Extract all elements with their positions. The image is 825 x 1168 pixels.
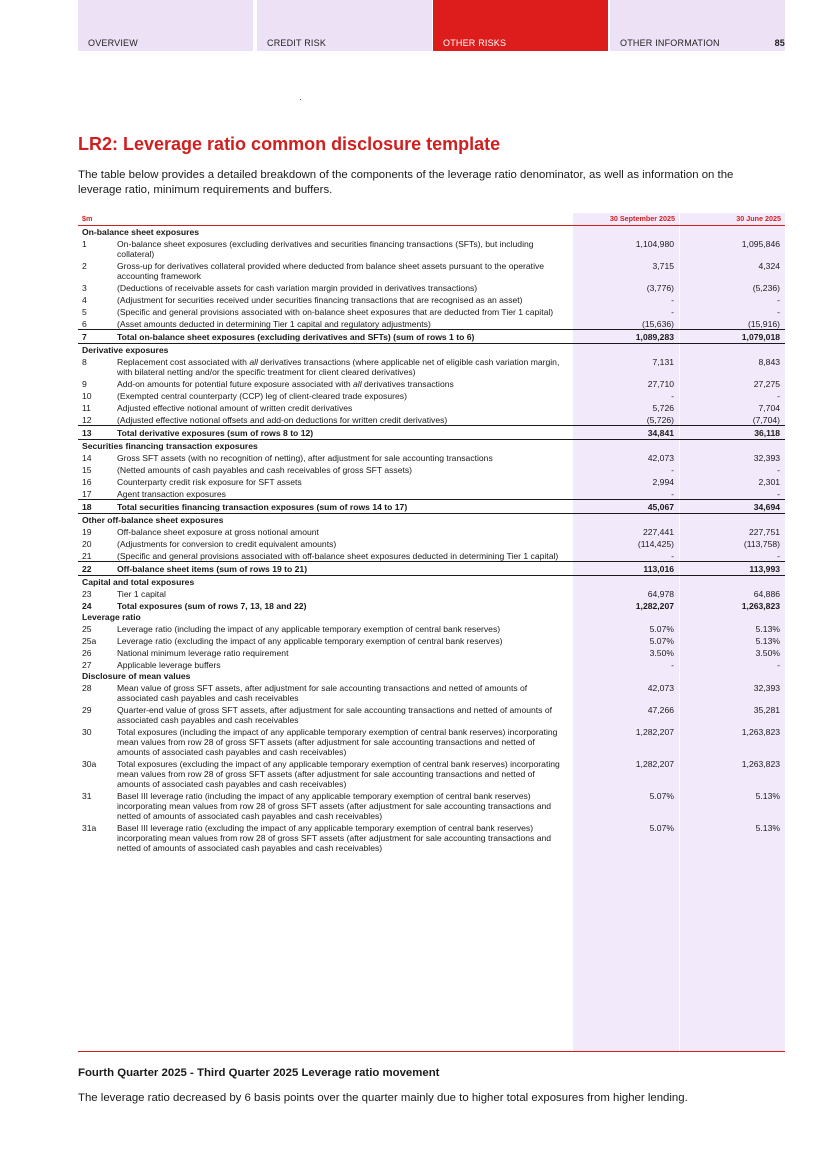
row-description: Leverage ratio (including the impact of any applicable temporary exemption of central bank reserves): [117, 623, 501, 634]
value-jun-2025: 27,275: [753, 378, 781, 389]
value-sep-2025: 5.07%: [649, 822, 675, 833]
row-description: Adjusted effective notional amount of written credit derivatives: [117, 402, 353, 413]
table-header-row: [78, 213, 785, 226]
row-description: Total exposures (sum of rows 7, 13, 18 and 22): [117, 600, 307, 611]
value-sep-2025: 34,841: [573, 426, 679, 440]
row-ref: 30a: [82, 758, 97, 769]
value-jun-2025: 227,751: [748, 526, 781, 537]
row-description: Gross SFT assets (with no recognition of netting), after adjustment for sale accounting transactions: [117, 452, 493, 463]
table-body: [78, 226, 785, 855]
value-jun-2025: 35,281: [753, 704, 781, 715]
value-sep-2025: -: [671, 294, 675, 305]
value-sep-2025: -: [671, 306, 675, 317]
value-sep-2025: 2,994: [652, 476, 675, 487]
row-ref: 27: [82, 659, 92, 670]
row-ref: 11: [82, 402, 91, 413]
value-sep-2025: 64,978: [647, 588, 675, 599]
row-ref: 1: [82, 238, 87, 249]
value-sep-2025: 3.50%: [649, 647, 675, 658]
table-row: [78, 317, 785, 330]
table-row: [78, 475, 785, 487]
row-ref: 17: [82, 488, 92, 499]
row-description: Off-balance sheet exposure at gross notional amount: [117, 526, 319, 537]
value-jun-2025: (15,916): [748, 318, 781, 329]
page-title: LR2: Leverage ratio common disclosure template: [78, 134, 501, 154]
section-title: On-balance sheet exposures: [82, 227, 200, 237]
section-title: Other off-balance sheet exposures: [82, 515, 224, 525]
value-sep-2025: (5,726): [646, 414, 675, 425]
row-ref: 26: [82, 647, 92, 658]
row-description: (Deductions of receivable assets for cash variation margin provided in derivatives transactions): [117, 282, 478, 293]
table-row: [78, 703, 785, 725]
row-description: (Adjustment for securities received under securities financing transactions that are recognised as an asset): [117, 294, 523, 305]
section-title: Leverage ratio: [82, 612, 141, 622]
table-row: [78, 293, 785, 305]
row-ref: 30: [82, 726, 92, 737]
row-description: (Netted amounts of cash payables and cash receivables of gross SFT assets): [117, 464, 413, 475]
row-ref: 23: [82, 588, 92, 599]
table-row: [78, 658, 785, 670]
value-jun-2025: -: [777, 390, 781, 401]
value-sep-2025: 1,282,207: [635, 758, 675, 769]
row-ref: 4: [82, 294, 87, 305]
row-description: (Specific and general provisions associated with off-balance sheet exposures deducted in determining Tier 1 capital): [117, 550, 559, 561]
value-sep-2025: -: [671, 464, 675, 475]
total-row: [78, 562, 785, 576]
row-ref: 14: [82, 452, 92, 463]
value-jun-2025: 5.13%: [755, 623, 781, 634]
table-row: [78, 401, 785, 413]
row-ref: 16: [82, 476, 92, 487]
section-header-row: [78, 226, 785, 238]
table-row: [78, 757, 785, 789]
table-row: [78, 413, 785, 426]
table-row: [78, 305, 785, 317]
value-jun-2025: 64,886: [753, 588, 781, 599]
row-ref: 20: [82, 538, 92, 549]
row-description: Replacement cost associated with all derivatives transactions (where applicable net of eligible cash variation margin, with bilateral netting and/or the specific treatment for client cleared derivatives): [117, 356, 560, 377]
leverage-ratio-table: [78, 213, 785, 855]
value-jun-2025: 7,704: [758, 402, 781, 413]
row-ref: 2: [82, 260, 87, 271]
tab-credit-risk[interactable]: [257, 0, 432, 51]
table-row: [78, 634, 785, 646]
row-description: (Asset amounts deducted in determining Tier 1 capital and regulatory adjustments): [117, 318, 431, 329]
row-ref: 25a: [82, 635, 97, 646]
table-row: [78, 487, 785, 500]
tab-other-risks[interactable]: [433, 0, 608, 51]
value-jun-2025: (113,758): [743, 538, 781, 549]
value-sep-2025: 5.07%: [649, 623, 675, 634]
value-jun-2025: 1,095,846: [741, 238, 781, 249]
value-jun-2025: 1,079,018: [679, 330, 785, 344]
row-ref: 8: [82, 356, 87, 367]
table-bottom-rule: [78, 1051, 785, 1052]
row-ref: 29: [82, 704, 92, 715]
value-jun-2025: 34,694: [679, 500, 785, 514]
row-ref: 12: [82, 414, 92, 425]
table-row: [78, 259, 785, 281]
row-description: (Specific and general provisions associated with on-balance sheet exposures that are deducted from Tier 1 capital): [117, 306, 554, 317]
value-sep-2025: -: [671, 390, 675, 401]
section-header-row: [78, 440, 785, 452]
value-jun-2025: 1,263,823: [741, 758, 781, 769]
row-ref: 18: [78, 500, 112, 514]
value-jun-2025: 2,301: [758, 476, 781, 487]
table-row: [78, 681, 785, 703]
row-description: Add-on amounts for potential future exposure associated with all derivatives transactions: [117, 378, 454, 389]
value-jun-2025: -: [777, 306, 781, 317]
value-jun-2025: 113,993: [679, 562, 785, 576]
row-ref: 6: [82, 318, 87, 329]
value-sep-2025: 7,131: [652, 356, 675, 367]
tab-overview[interactable]: [78, 0, 253, 51]
table-row: [78, 587, 785, 599]
total-row: [78, 599, 785, 611]
row-description: Total derivative exposures (sum of rows 8 to 12): [112, 426, 573, 440]
value-jun-2025: 1,263,823: [741, 600, 781, 611]
row-ref: 15: [82, 464, 92, 475]
value-jun-2025: (5,236): [752, 282, 781, 293]
tab-credit-risk-label: CREDIT RISK: [267, 38, 327, 48]
total-row: [78, 330, 785, 344]
row-description: Gross-up for derivatives collateral provided where deducted from balance sheet assets pursuant to the operative accounting framework: [117, 260, 545, 281]
section-nav: [78, 0, 785, 51]
row-ref: 28: [82, 682, 92, 693]
table-row: [78, 622, 785, 634]
value-jun-2025: 1,263,823: [741, 726, 781, 737]
value-sep-2025: 1,104,980: [635, 238, 675, 249]
value-sep-2025: 227,441: [642, 526, 675, 537]
section-header-row: [78, 576, 785, 588]
movement-paragraph: The leverage ratio decreased by 6 basis points over the quarter mainly due to higher total exposures from higher lending.: [78, 1092, 688, 1104]
table-row: [78, 646, 785, 658]
row-description: (Exempted central counterparty (CCP) leg of client-cleared trade exposures): [117, 390, 407, 401]
row-ref: 13: [78, 426, 112, 440]
section-title: Securities financing transaction exposures: [82, 441, 258, 451]
value-jun-2025: 4,324: [758, 260, 781, 271]
row-ref: 3: [82, 282, 87, 293]
row-ref: 10: [82, 390, 92, 401]
table-row: [78, 377, 785, 389]
value-sep-2025: 1,282,207: [635, 600, 675, 611]
row-ref: 19: [82, 526, 92, 537]
intro-paragraph: The table below provides a detailed breakdown of the components of the leverage ratio denominator, as well as information on the leverage ratio, minimum requirements and buffers.: [78, 169, 734, 196]
value-jun-2025: -: [777, 488, 781, 499]
value-jun-2025: (7,704): [752, 414, 781, 425]
row-description: Counterparty credit risk exposure for SFT assets: [117, 476, 302, 487]
table-row: [78, 355, 785, 377]
page-number: 85: [774, 38, 785, 48]
column-header-sep-2025: 30 September 2025: [573, 213, 679, 226]
total-row: [78, 426, 785, 440]
table-row: [78, 725, 785, 757]
row-ref: 31: [82, 790, 92, 801]
row-description: On-balance sheet exposures (excluding derivatives and securities financing transactions (SFTs), but including collateral): [117, 238, 534, 259]
value-sep-2025: -: [671, 550, 675, 561]
value-jun-2025: 32,393: [753, 452, 781, 463]
value-sep-2025: 42,073: [647, 682, 675, 693]
value-jun-2025: -: [777, 294, 781, 305]
value-sep-2025: 27,710: [647, 378, 675, 389]
value-sep-2025: 45,067: [573, 500, 679, 514]
value-sep-2025: 3,715: [652, 260, 675, 271]
table-row: [78, 525, 785, 537]
value-sep-2025: 47,266: [647, 704, 675, 715]
row-description: Off-balance sheet items (sum of rows 19 to 21): [112, 562, 573, 576]
row-ref: 24: [82, 600, 92, 611]
value-jun-2025: 36,118: [679, 426, 785, 440]
movement-heading: Fourth Quarter 2025 - Third Quarter 2025 Leverage ratio movement: [78, 1067, 440, 1079]
section-header-row: [78, 670, 785, 681]
section-header-row: [78, 344, 785, 356]
table-row: [78, 389, 785, 401]
value-sep-2025: (15,636): [642, 318, 675, 329]
table-row: [78, 451, 785, 463]
row-ref: 9: [82, 378, 87, 389]
table-row: [78, 281, 785, 293]
value-sep-2025: -: [671, 488, 675, 499]
row-description: Quarter-end value of gross SFT assets, after adjustment for sale accounting transactions and netted of amounts of associated cash payables and cash receivables: [117, 704, 553, 725]
row-ref: 7: [78, 330, 112, 344]
value-jun-2025: -: [777, 550, 781, 561]
row-ref: 22: [78, 562, 112, 576]
row-ref: 25: [82, 623, 92, 634]
value-sep-2025: 5.07%: [649, 635, 675, 646]
section-header-row: [78, 514, 785, 526]
row-ref: 21: [82, 550, 92, 561]
row-description: Applicable leverage buffers: [117, 659, 221, 670]
row-description: Basel III leverage ratio (excluding the impact of any applicable temporary exemption of central bank reserves) incorporating mean values from row 28 of gross SFT assets (after adjustment for sale accounting transactions and netted of amounts of associated cash payables and cash receivables): [117, 822, 552, 853]
table-row: [78, 463, 785, 475]
value-sep-2025: 5.07%: [649, 790, 675, 801]
section-title: Capital and total exposures: [82, 577, 195, 587]
table-row: [78, 237, 785, 259]
value-jun-2025: 5.13%: [755, 790, 781, 801]
row-description: Total securities financing transaction exposures (sum of rows 14 to 17): [112, 500, 573, 514]
value-jun-2025: 3.50%: [755, 647, 781, 658]
row-ref: 5: [82, 306, 87, 317]
value-sep-2025: 42,073: [647, 452, 675, 463]
value-jun-2025: 32,393: [753, 682, 781, 693]
column-header-jun-2025: 30 June 2025: [679, 213, 785, 226]
row-description: (Adjusted effective notional offsets and add-on deductions for written credit derivatives): [117, 414, 448, 425]
value-jun-2025: -: [777, 659, 781, 670]
row-description: Mean value of gross SFT assets, after adjustment for sale accounting transactions and netted of amounts of associated cash payables and cash receivables: [117, 682, 528, 703]
table-row: [78, 537, 785, 549]
value-sep-2025: (3,776): [646, 282, 675, 293]
table-row: [78, 821, 785, 855]
table-row: [78, 549, 785, 562]
total-row: [78, 500, 785, 514]
row-description: Basel III leverage ratio (including the impact of any applicable temporary exemption of central bank reserves) incorporating mean values from row 28 of gross SFT assets (after adjustment for sale accounting transactions and netted of amounts of associated cash payables and cash receivables): [117, 790, 552, 821]
row-description: Tier 1 capital: [117, 588, 166, 599]
value-sep-2025: 1,089,283: [573, 330, 679, 344]
section-title: Disclosure of mean values: [82, 671, 191, 681]
row-description: Agent transaction exposures: [117, 488, 226, 499]
table-row: [78, 789, 785, 821]
tab-overview-label: OVERVIEW: [88, 38, 138, 48]
row-description: Total on-balance sheet exposures (excluding derivatives and SFTs) (sum of rows 1 to 6): [112, 330, 573, 344]
value-sep-2025: (114,425): [637, 538, 675, 549]
row-description: Total exposures (excluding the impact of any applicable temporary exemption of central bank reserves) incorporating mean values from row 28 of gross SFT assets (after adjustment for sale accounting transactions and netted of amounts of associated cash payables and cash receivables): [117, 758, 560, 789]
decorative-dot: [300, 99, 301, 100]
value-sep-2025: -: [671, 659, 675, 670]
tab-other-information-label: OTHER INFORMATION: [620, 38, 720, 48]
unit-label: $m: [78, 213, 573, 226]
section-title: Derivative exposures: [82, 345, 169, 355]
value-jun-2025: 5.13%: [755, 822, 781, 833]
row-description: Leverage ratio (excluding the impact of any applicable temporary exemption of central bank reserves): [117, 635, 503, 646]
value-jun-2025: -: [777, 464, 781, 475]
row-ref: 31a: [82, 822, 97, 833]
tab-other-risks-label: OTHER RISKS: [443, 38, 507, 48]
row-description: National minimum leverage ratio requirement: [117, 647, 289, 658]
section-header-row: [78, 611, 785, 622]
row-description: Total exposures (including the impact of any applicable temporary exemption of central bank reserves) incorporating mean values from row 28 of gross SFT assets (after adjustment for sale accounting transactions and netted of amounts of associated cash payables and cash receivables): [117, 726, 558, 757]
value-jun-2025: 5.13%: [755, 635, 781, 646]
value-jun-2025: 8,843: [758, 356, 781, 367]
tab-other-information[interactable]: [610, 0, 785, 51]
value-sep-2025: 1,282,207: [635, 726, 675, 737]
row-description: (Adjustments for conversion to credit equivalent amounts): [117, 538, 337, 549]
value-sep-2025: 113,016: [573, 562, 679, 576]
value-sep-2025: 5,726: [652, 402, 675, 413]
